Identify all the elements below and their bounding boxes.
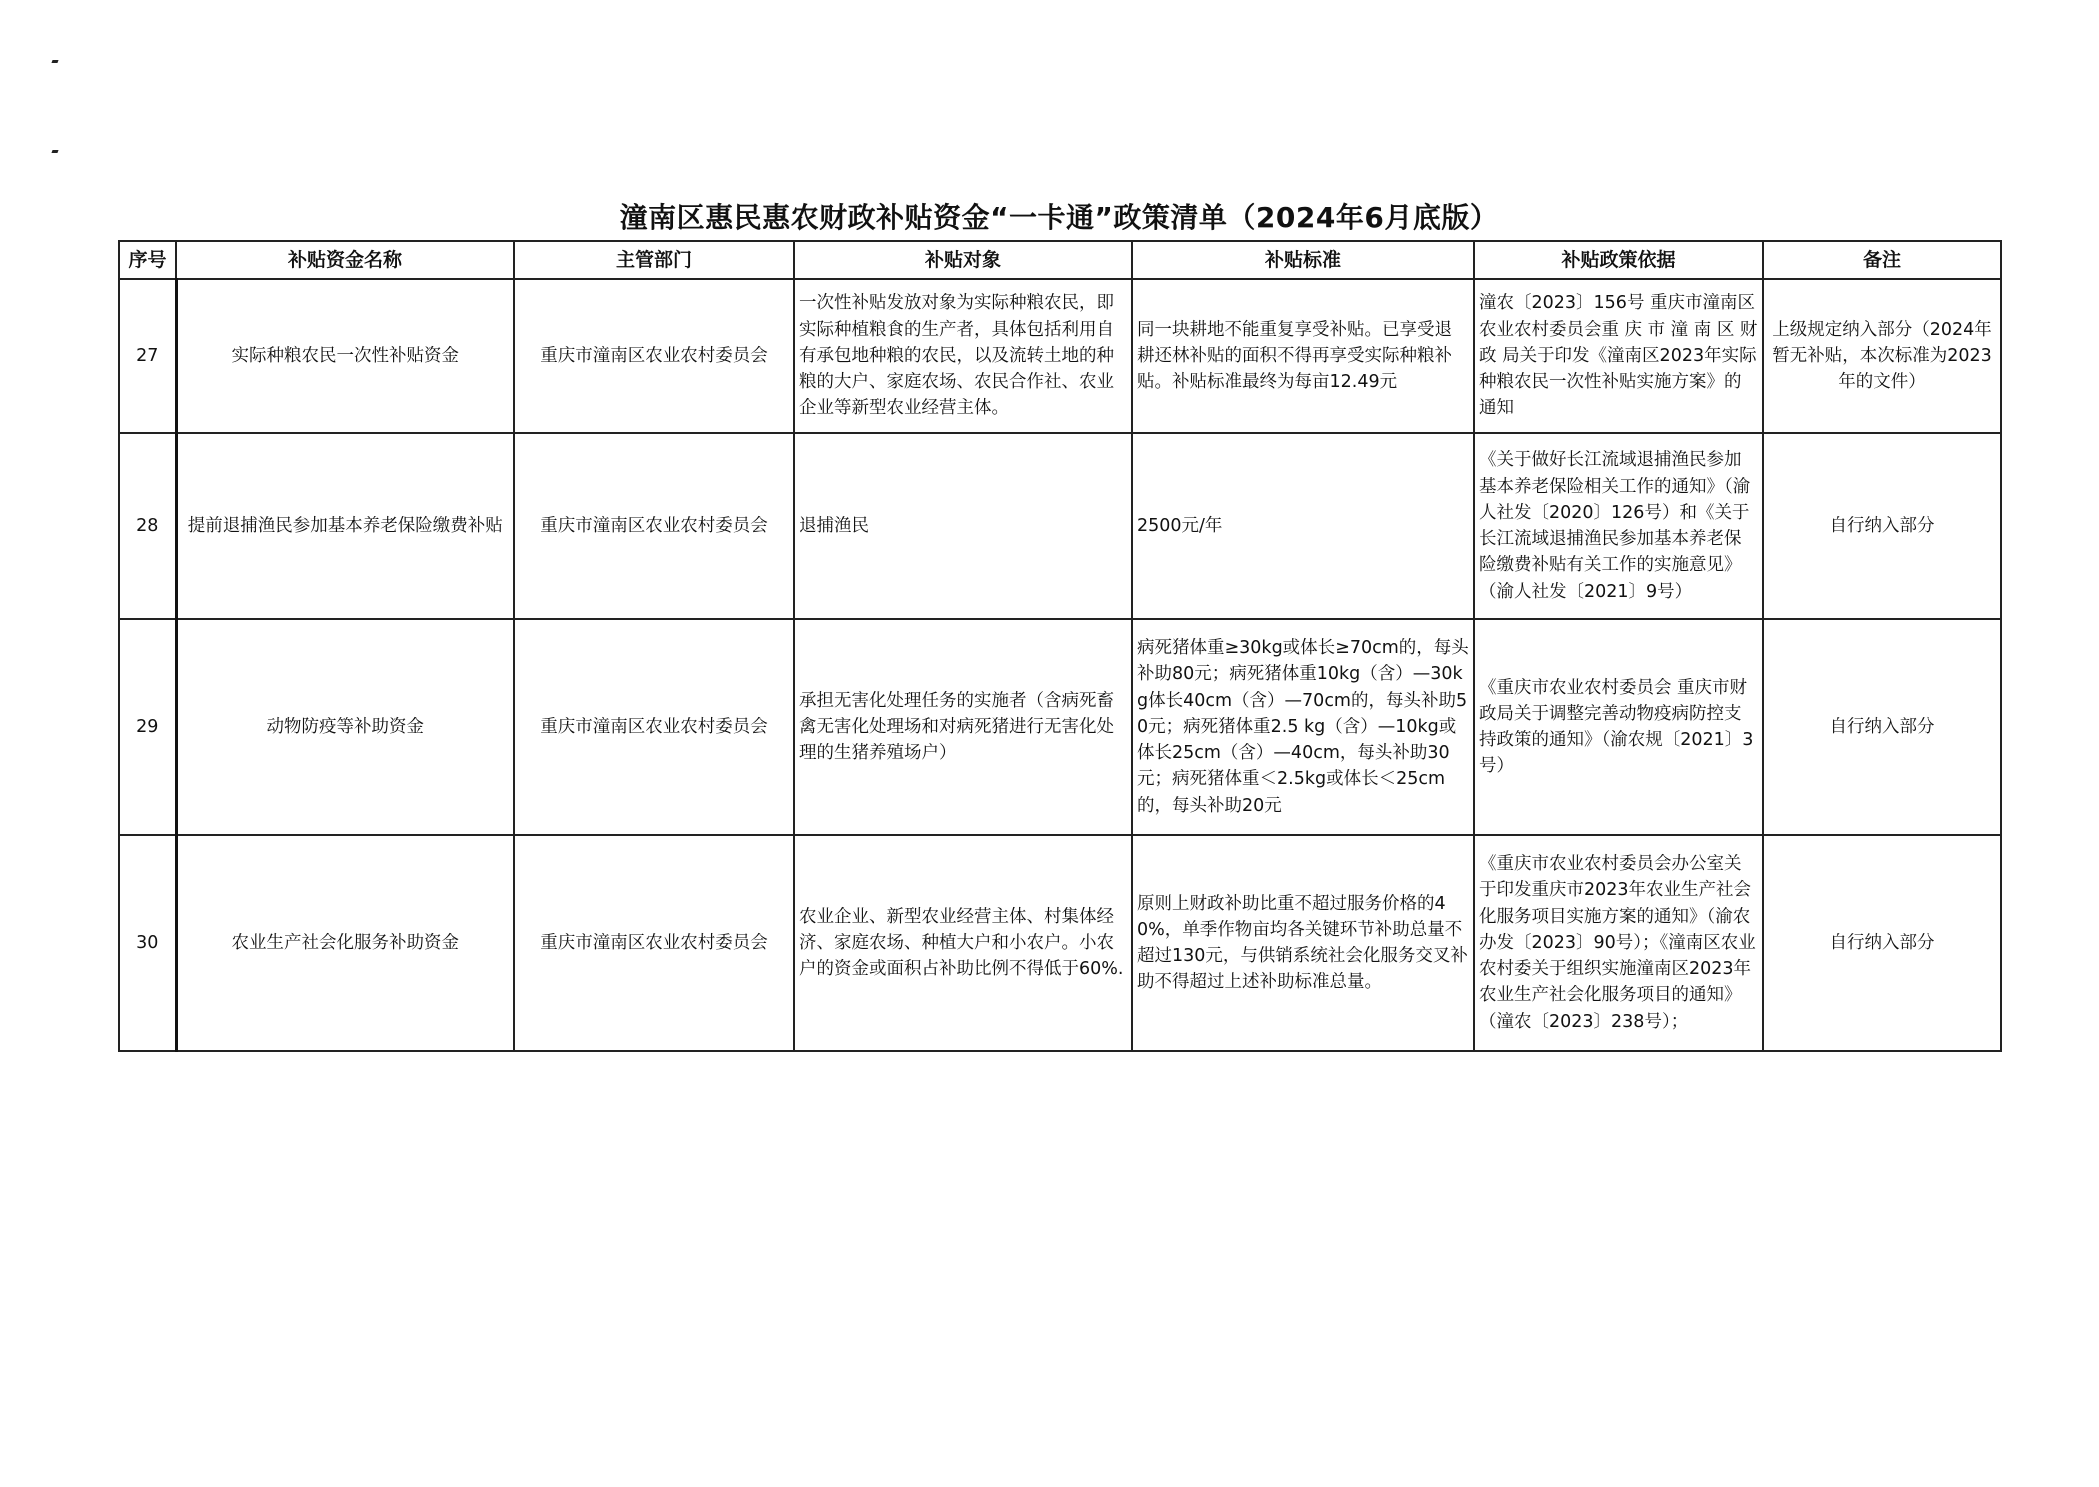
header-basis: 补贴政策依据 — [1474, 241, 1763, 279]
cell-basis: 《重庆市农业农村委员会办公室关于印发重庆市2023年农业生产社会化服务项目实施方案的通知》（渝农办发〔2023〕90号）；《潼南区农业农村委关于组织实施潼南区2023年农业生产社会化服务项目的通知》（潼农〔2023〕238号）； — [1474, 835, 1763, 1051]
scan-mark — [51, 150, 58, 153]
scan-mark — [51, 60, 58, 63]
cell-dept: 重庆市潼南区农业农村委员会 — [514, 279, 794, 433]
cell-basis: 潼农〔2023〕156号 重庆市潼南区农业农村委员会重 庆 市 潼 南 区 财 政 局关于印发《潼南区2023年实际种粮农民一次性补贴实施方案》的通知 — [1474, 279, 1763, 433]
cell-name: 实际种粮农民一次性补贴资金 — [176, 279, 514, 433]
cell-remark: 自行纳入部分 — [1763, 835, 2001, 1051]
cell-basis: 《重庆市农业农村委员会 重庆市财政局关于调整完善动物疫病防控支持政策的通知》（渝农规〔2021〕3号） — [1474, 619, 1763, 835]
cell-standard: 病死猪体重≥30kg或体长≥70cm的，每头补助80元；病死猪体重10kg（含）—30kg体长40cm（含）—70cm的，每头补助50元；病死猪体重2.5 kg（含）—10kg或体长25cm（含）—40cm，每头补助30元；病死猪体重＜2.5kg或体长＜25cm的，每头补助20元 — [1132, 619, 1474, 835]
table-header-row — [119, 241, 2001, 279]
cell-no: 29 — [119, 619, 176, 835]
cell-dept: 重庆市潼南区农业农村委员会 — [514, 835, 794, 1051]
page-title: 潼南区惠民惠农财政补贴资金“一卡通”政策清单（2024年6月底版） — [619, 201, 1499, 234]
header-target: 补贴对象 — [794, 241, 1132, 279]
cell-remark: 上级规定纳入部分（2024年暂无补贴，本次标准为2023年的文件） — [1763, 279, 2001, 433]
header-dept: 主管部门 — [514, 241, 794, 279]
cell-name: 提前退捕渔民参加基本养老保险缴费补贴 — [176, 433, 514, 619]
header-remark: 备注 — [1763, 241, 2001, 279]
cell-remark: 自行纳入部分 — [1763, 619, 2001, 835]
header-no: 序号 — [119, 241, 176, 279]
cell-target: 农业企业、新型农业经营主体、村集体经济、家庭农场、种植大户和小农户。小农户的资金或面积占补助比例不得低于60%. — [794, 835, 1132, 1051]
table-row — [119, 433, 2001, 619]
cell-no: 30 — [119, 835, 176, 1051]
header-name: 补贴资金名称 — [176, 241, 514, 279]
cell-target: 一次性补贴发放对象为实际种粮农民，即实际种植粮食的生产者，具体包括利用自有承包地种粮的农民，以及流转土地的种粮的大户、家庭农场、农民合作社、农业企业等新型农业经营主体。 — [794, 279, 1132, 433]
cell-remark: 自行纳入部分 — [1763, 433, 2001, 619]
cell-standard: 2500元/年 — [1132, 433, 1474, 619]
cell-no: 28 — [119, 433, 176, 619]
cell-dept: 重庆市潼南区农业农村委员会 — [514, 433, 794, 619]
cell-dept: 重庆市潼南区农业农村委员会 — [514, 619, 794, 835]
cell-basis: 《关于做好长江流域退捕渔民参加基本养老保险相关工作的通知》（渝人社发〔2020〕126号）和《关于长江流域退捕渔民参加基本养老保险缴费补贴有关工作的实施意见》（渝人社发〔2021〕9号） — [1474, 433, 1763, 619]
cell-name: 农业生产社会化服务补助资金 — [176, 835, 514, 1051]
cell-target: 退捕渔民 — [794, 433, 1132, 619]
policy-table — [118, 240, 2002, 1052]
table-row — [119, 835, 2001, 1051]
table-row — [119, 619, 2001, 835]
cell-standard: 原则上财政补助比重不超过服务价格的40%，单季作物亩均各关键环节补助总量不超过130元，与供销系统社会化服务交叉补助不得超过上述补助标准总量。 — [1132, 835, 1474, 1051]
cell-no: 27 — [119, 279, 176, 433]
cell-name: 动物防疫等补助资金 — [176, 619, 514, 835]
cell-standard: 同一块耕地不能重复享受补贴。已享受退耕还林补贴的面积不得再享受实际种粮补贴。补贴标准最终为每亩12.49元 — [1132, 279, 1474, 433]
cell-target: 承担无害化处理任务的实施者（含病死畜禽无害化处理场和对病死猪进行无害化处理的生猪养殖场户） — [794, 619, 1132, 835]
table-row — [119, 279, 2001, 433]
header-standard: 补贴标准 — [1132, 241, 1474, 279]
